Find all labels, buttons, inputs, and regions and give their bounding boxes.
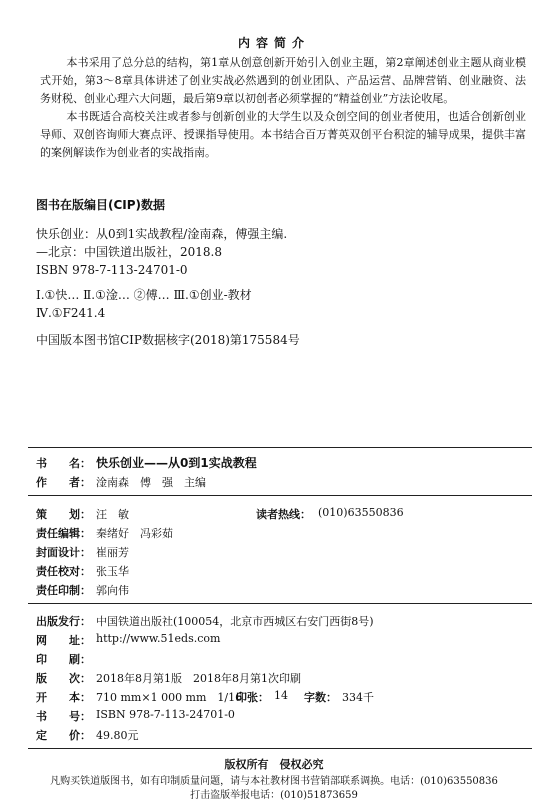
separator-editorial <box>28 603 532 604</box>
edition-value: 2018年8月第1版 2018年8月第1次印刷 <box>96 672 301 685</box>
copyright-notice: 版权所有 侵权必究 <box>224 758 324 771</box>
editor-label: 责任编辑： <box>36 527 91 540</box>
word-count-value: 334千 <box>342 691 374 704</box>
price-label: 定 价： <box>36 729 91 742</box>
publisher-label: 出版发行： <box>36 615 91 628</box>
hotline-value: (010)63550836 <box>318 506 404 519</box>
book-author-value: 淦南森 傅 强 主编 <box>96 476 206 489</box>
hotline-label: 读者热线： <box>256 508 311 521</box>
piracy-hotline: 打击盗版举报电话：(010)51873659 <box>190 790 358 801</box>
cip-line-isbn: ISBN 978-7-113-24701-0 <box>36 263 188 277</box>
cip-line-subjects: Ⅰ.①快… Ⅱ.①淦… ②傅… Ⅲ.①创业-教材 <box>36 288 252 302</box>
separator-book <box>28 495 532 496</box>
publisher-value: 中国铁道出版社(100054，北京市西城区右安门西街8号) <box>96 615 374 628</box>
print-supervisor-value: 郭向伟 <box>96 584 129 597</box>
cip-heading: 图书在版编目(CIP)数据 <box>36 198 166 212</box>
separator-bottom <box>28 748 532 749</box>
planning-label: 策 划： <box>36 508 91 521</box>
word-count-label: 字数： <box>304 691 337 704</box>
proofreader-value: 张玉华 <box>96 565 129 578</box>
intro-title: 内容简介 <box>237 36 310 50</box>
isbn-label: 书 号： <box>36 710 91 723</box>
price-value: 49.80元 <box>96 729 139 742</box>
sheets-value: 14 <box>274 689 288 702</box>
proofreader-label: 责任校对： <box>36 565 91 578</box>
cip-line-publisher: —北京：中国铁道出版社，2018.8 <box>36 245 222 259</box>
website-value: http://www.51eds.com <box>96 632 221 645</box>
intro-paragraph-2: 本书既适合高校关注或者参与创新创业的大学生以及众创空间的创业者使用，也适合创新创业导师、双创咨询师大赛点评、授课指导使用。本书结合百万菁英双创平台积淀的辅导成果，提供丰富的案例解读作为创业者的实战指南。 <box>40 110 526 159</box>
planning-value: 汪 敏 <box>96 508 129 521</box>
format-value: 710 mm×1 000 mm 1/16 <box>96 691 243 704</box>
separator-top <box>28 447 532 448</box>
editor-value: 秦绪好 冯彩茹 <box>96 527 173 540</box>
book-title-value: 快乐创业——从0到1实战教程 <box>96 456 257 470</box>
isbn-value: ISBN 978-7-113-24701-0 <box>96 708 235 721</box>
cover-design-label: 封面设计： <box>36 546 91 559</box>
edition-label: 版 次： <box>36 672 91 685</box>
cip-line-title: 快乐创业：从0到1实战教程/淦南森，傅强主编. <box>36 227 288 241</box>
format-label: 开 本： <box>36 691 91 704</box>
quality-notice: 凡购买铁道版图书，如有印制质量问题，请与本社教材图书营销部联系调换。电话：(010)63550836 <box>50 776 498 787</box>
cover-design-value: 崔丽芳 <box>96 546 129 559</box>
website-label: 网 址： <box>36 634 91 647</box>
cip-line-record-number: 中国版本图书馆CIP数据核字(2018)第175584号 <box>36 333 300 347</box>
sheets-label: 印张： <box>236 691 269 704</box>
printing-label: 印 刷： <box>36 653 91 666</box>
book-author-label: 作 者： <box>36 476 91 489</box>
intro-paragraph-1: 本书采用了总分总的结构，第1章从创意创新开始引入创业主题，第2章阐述创业主题从商业模式开始，第3～8章具体讲述了创业实战必然遇到的创业团队、产品运营、品牌营销、创业融资、法务财税、创业心理六大问题，最后第9章以初创者必须掌握的“精益创业”方法论收尾。 <box>40 56 526 105</box>
book-title-label: 书 名： <box>36 457 91 470</box>
cip-line-classification: Ⅳ.①F241.4 <box>36 306 106 320</box>
print-supervisor-label: 责任印制： <box>36 584 91 597</box>
